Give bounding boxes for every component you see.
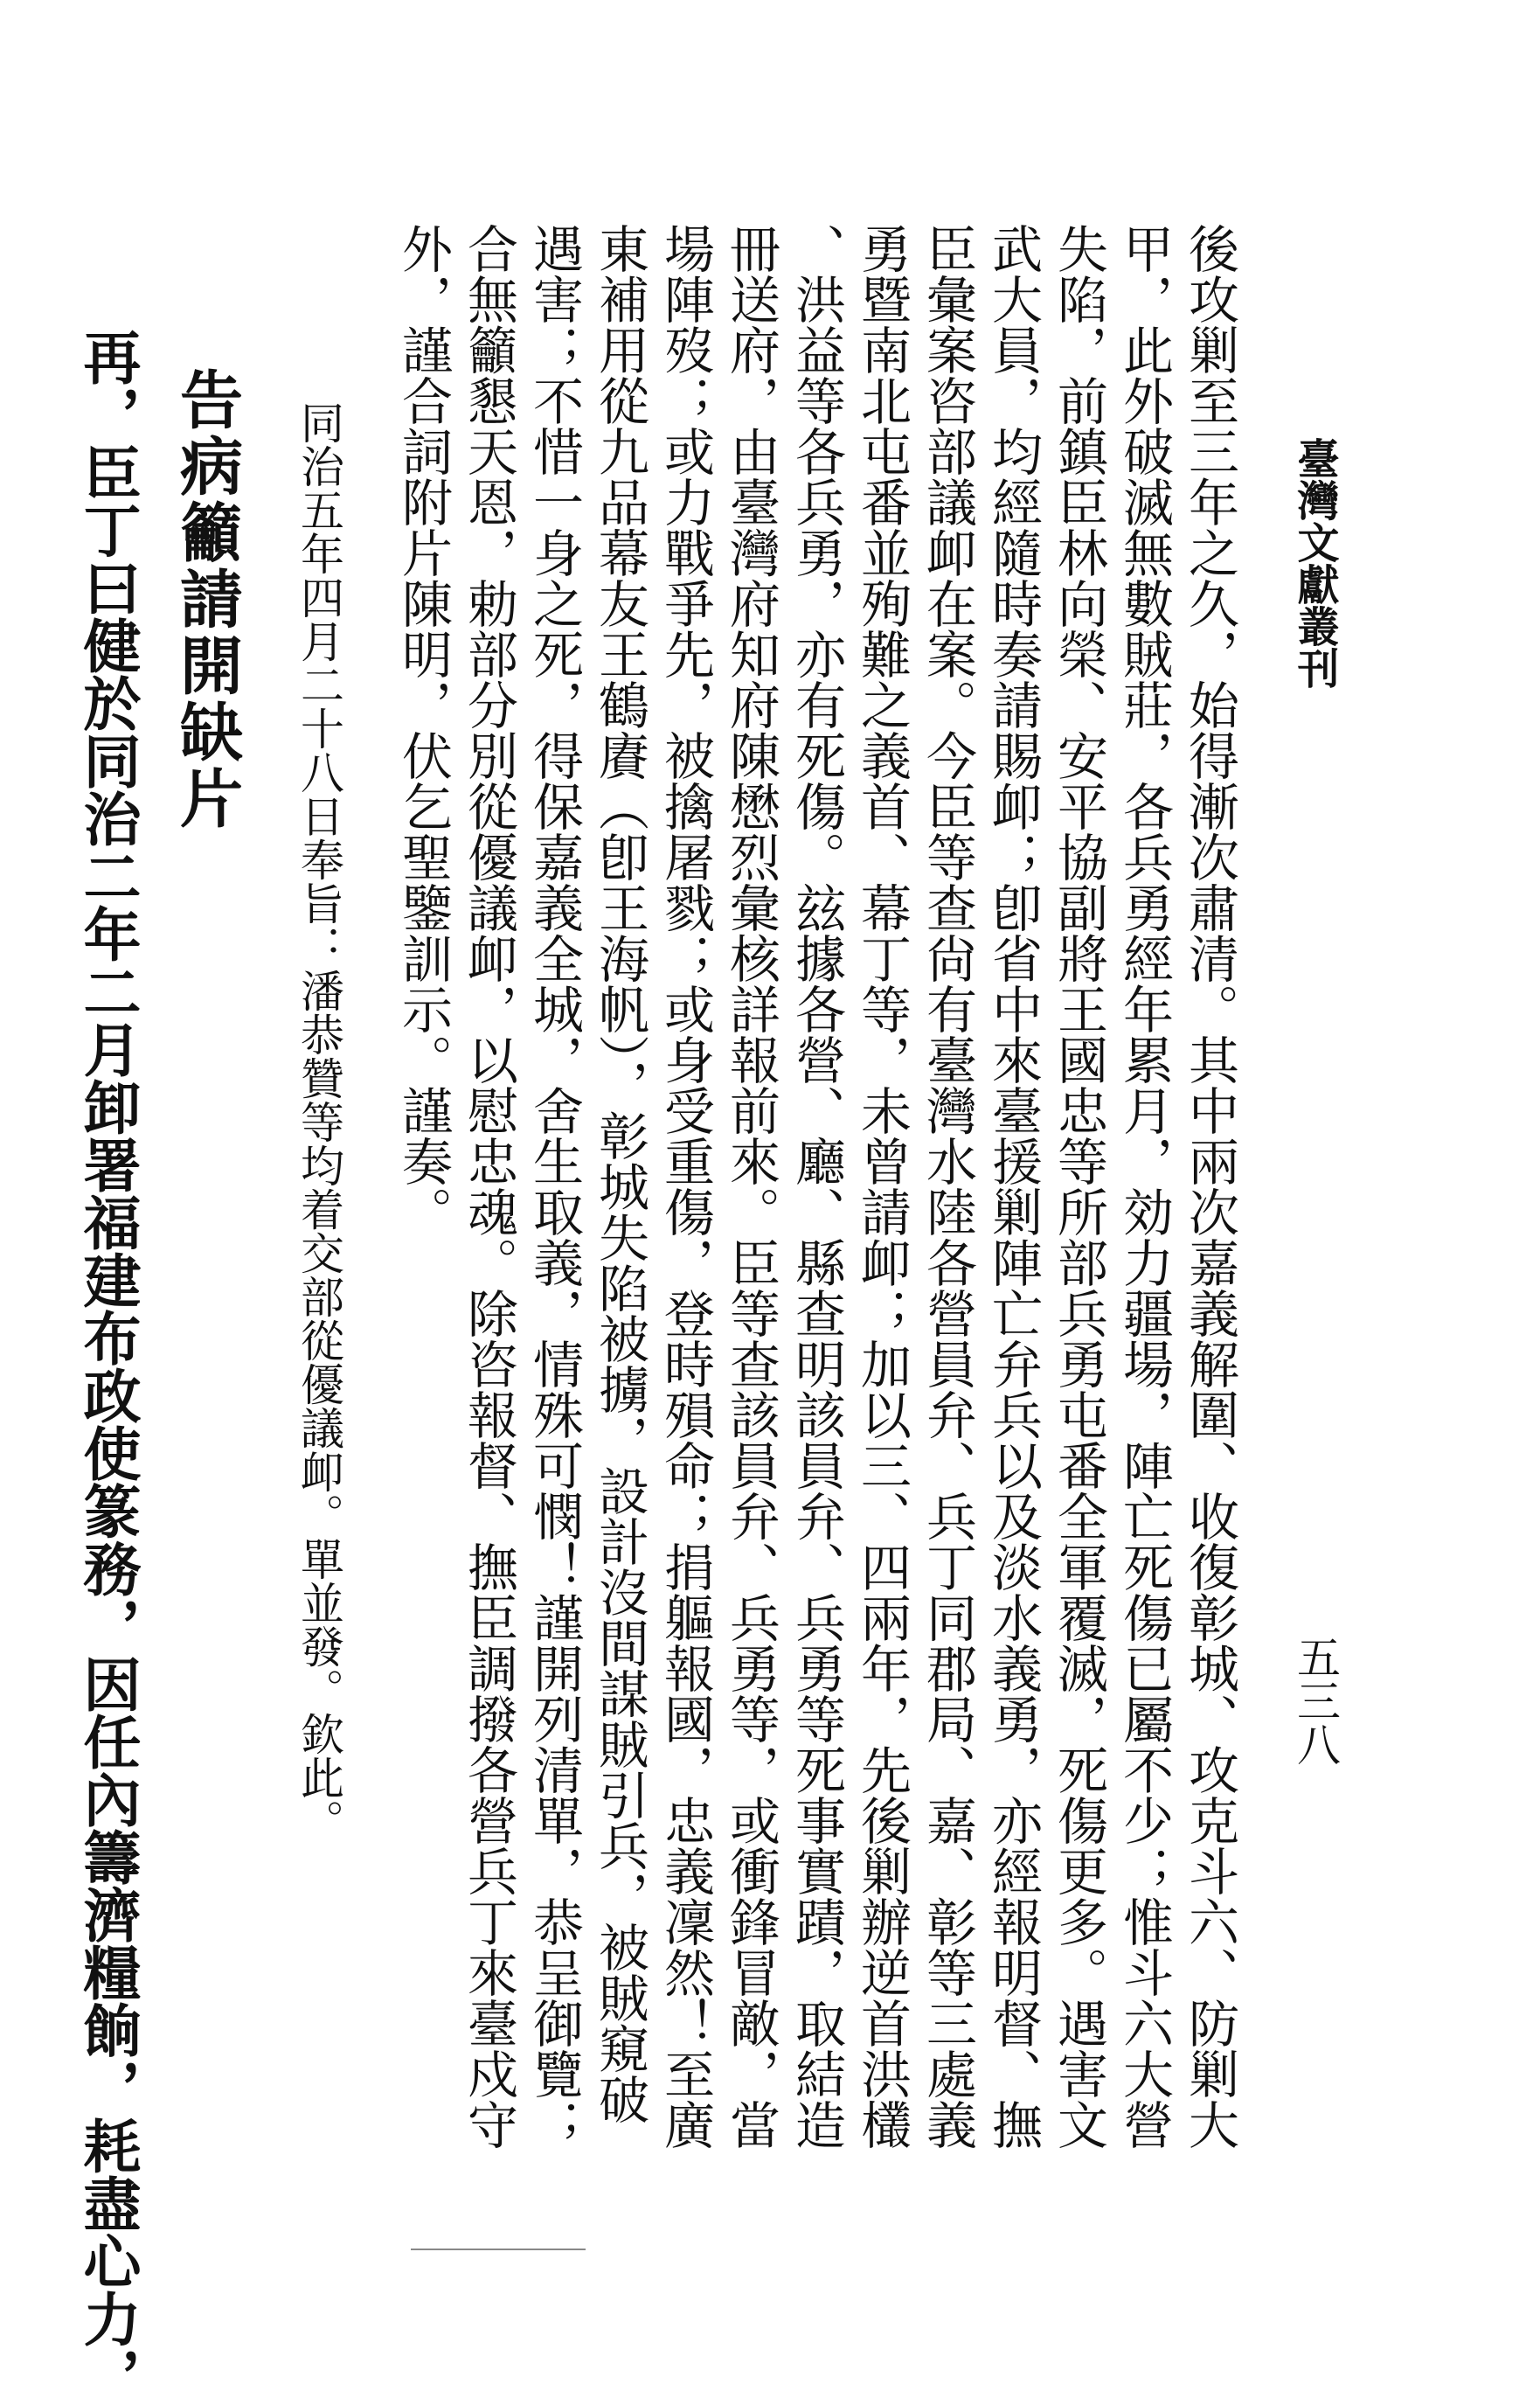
page-number: 五三八 <box>1290 1635 1341 1766</box>
text-column: 冊送府，由臺灣府知府陳懋烈彙核詳報前來。臣等查該員弁、兵勇等，或衝鋒冒敵，當 <box>721 223 780 2150</box>
text-column: 東補用從九品幕友王鶴賡（卽王海帆），彰城失陷被擄，設計沒間謀賊引兵，被賊窺破 <box>590 223 649 2124</box>
text-column: 後攻剿至三年之久，始得漸次肅清。其中兩次嘉義解圍、收復彰城、攻克斗六、防剿大 <box>1180 223 1239 2150</box>
text-column: 再，臣丁曰健於同治二年二月卸署福建布政使篆務，因任內籌濟糧餉，耗盡心力， <box>73 328 142 2405</box>
footer-rule <box>411 2249 586 2259</box>
text-column: 場陣歿；或力戰爭先，被擒屠戮；或身受重傷，登時殞命；捐軀報國，忠義凜然！至廣 <box>656 223 715 2150</box>
text-column: 甲，此外破滅無數賊莊，各兵勇經年累月，効力疆場，陣亡死傷已屬不少；惟斗六大營 <box>1114 223 1174 2150</box>
text-column: 臣彙案咨部議卹在案。今臣等查尙有臺灣水陸各營員弁、兵丁同郡局、嘉、彰等三處義 <box>918 223 977 2150</box>
text-column: 、洪益等各兵勇，亦有死傷。玆據各營、廳、縣查明該員弁、兵勇等死事實蹟，取結造 <box>787 223 846 2150</box>
text-column: 失陷，前鎮臣林向榮、安平協副將王國忠等所部兵勇屯番全軍覆滅，死傷更多。遇害文 <box>1049 223 1108 2150</box>
imperial-rescript-line: 同治五年四月二十八日奉旨：潘恭贊等均着交部從優議卹。單並發。欽此。 <box>294 400 344 1843</box>
text-column: 外，謹合詞附片陳明，伏乞聖鑒訓示。謹奏。 <box>393 223 453 1237</box>
text-column: 勇暨南北屯番並殉難之義首、幕丁等，未曾請卹；加以三、四兩年，先後剿辦逆首洪欉 <box>852 223 912 2150</box>
section-heading: 告病籲請開缺片 <box>170 367 244 832</box>
text-column: 武大員，均經隨時奏請賜卹；卽省中來臺援剿陣亡弁兵以及淡水義勇，亦經報明督、撫 <box>983 223 1043 2150</box>
text-column: 合無籲懇天恩，勅部分別從優議卹，以慰忠魂。除咨報督、撫臣調撥各營兵丁來臺戍守 <box>459 223 518 2150</box>
text-column: 遇害；不惜一身之死，得保嘉義全城，舍生取義，情殊可憫！謹開列清單，恭呈御覽； <box>524 223 584 2150</box>
journal-title: 臺灣文獻叢刊 <box>1290 437 1339 689</box>
